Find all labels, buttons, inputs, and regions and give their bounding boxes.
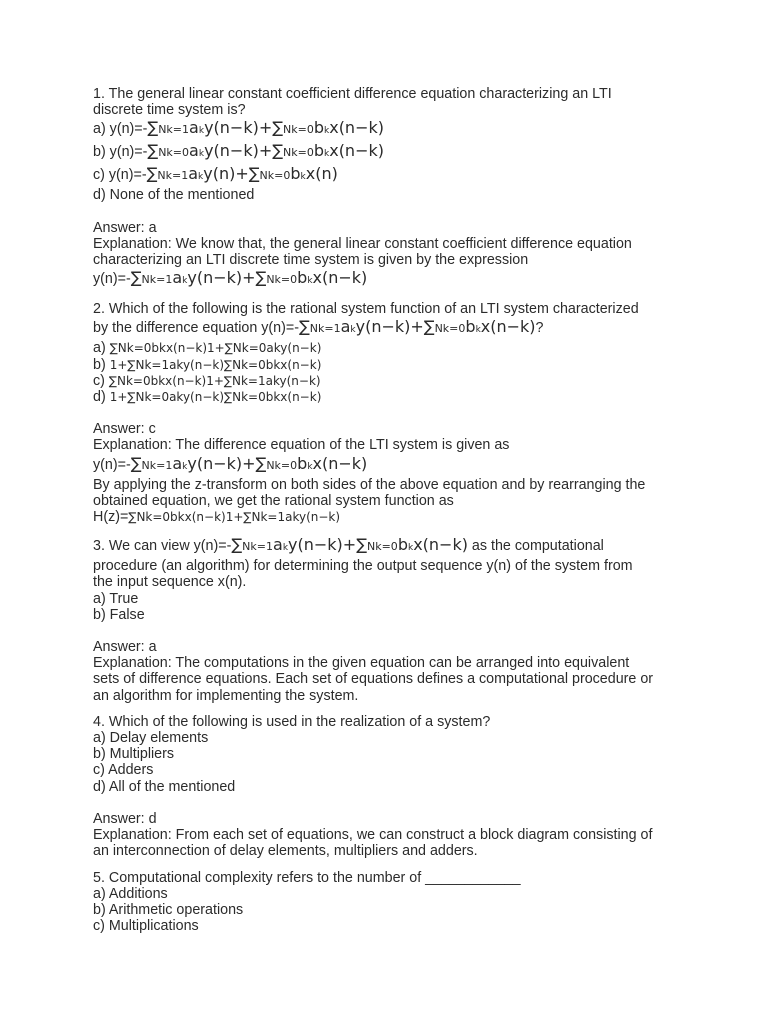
explanation-text: characterizing an LTI discrete time system is given by the expression [93,252,529,269]
option-b: b) y(n)=-∑Nk=0aky(n−k)+∑Nk=0bkx(n−k) [93,141,384,161]
question-1 [93,86,693,291]
option-a: a) Delay elements [93,730,209,747]
question-text: 5. Computational complexity refers to the number of ____________ [93,869,521,886]
option-c: c) Multiplications [93,918,199,935]
explanation-text: an algorithm for implementing the system. [93,687,359,704]
answer: Answer: a [93,219,157,236]
explanation-equation: y(n)=-∑Nk=1aky(n−k)+∑Nk=0bkx(n−k) [93,268,368,288]
explanation-text: Explanation: The computations in the given equation can be arranged into equivalent [93,655,630,672]
question-5 [93,870,693,935]
document-body [93,86,693,934]
option-c: c) ∑Nk=0bkx(n−k)1+∑Nk=1aky(n−k) [93,372,321,389]
option-d: d) All of the mentioned [93,778,236,795]
question-4 [93,714,693,860]
explanation-text: sets of difference equations. Each set of equations defines a computational procedure or [93,671,654,688]
question-text: procedure (an algorithm) for determining the output sequence y(n) of the system from [93,558,633,575]
question-text: 4. Which of the following is used in the realization of a system? [93,713,491,730]
option-b: b) False [93,606,145,623]
option-d: d) 1+∑Nk=0aky(n−k)∑Nk=0bkx(n−k) [93,389,322,406]
option-a: a) ∑Nk=0bkx(n−k)1+∑Nk=0aky(n−k) [93,340,322,357]
explanation-equation: H(z)=∑Nk=0bkx(n−k)1+∑Nk=1aky(n−k) [93,509,341,526]
explanation-text: an interconnection of delay elements, multipliers and adders. [93,843,478,860]
option-a: a) True [93,590,139,607]
question-text: 3. We can view y(n)=-∑Nk=1aky(n−k)+∑Nk=0bkx(n−k) as the computational [93,535,604,555]
option-d: d) None of the mentioned [93,187,255,204]
question-text: 1. The general linear constant coefficient difference equation characterizing an LTI [93,86,612,102]
option-c: c) Adders [93,762,154,779]
option-a: a) Additions [93,885,168,902]
option-b: b) Multipliers [93,746,175,763]
option-b: b) 1+∑Nk=1aky(n−k)∑Nk=0bkx(n−k) [93,356,322,373]
question-2 [93,301,693,525]
option-a: a) y(n)=-∑Nk=1aky(n−k)+∑Nk=0bkx(n−k) [93,118,384,138]
explanation-text: By applying the z-transform on both sides of the above equation and by rearranging the [93,476,646,493]
question-text: discrete time system is? [93,102,246,119]
question-text: 2. Which of the following is the rational system function of an LTI system characterized [93,301,639,318]
question-text: the input sequence x(n). [93,574,247,591]
question-3 [93,535,693,704]
explanation-text: Explanation: We know that, the general linear constant coefficient difference equation [93,235,632,252]
answer: Answer: d [93,810,157,827]
explanation-text: Explanation: From each set of equations, we can construct a block diagram consisting of [93,827,653,844]
answer: Answer: c [93,421,156,438]
question-text: by the difference equation y(n)=-∑Nk=1aky(n−k)+∑Nk=0bkx(n−k)? [93,317,544,337]
explanation-text: obtained equation, we get the rational system function as [93,492,454,509]
answer: Answer: a [93,639,157,656]
explanation-equation: y(n)=-∑Nk=1aky(n−k)+∑Nk=0bkx(n−k) [93,453,368,473]
explanation-text: Explanation: The difference equation of the LTI system is given as [93,437,510,454]
option-c: c) y(n)=-∑Nk=1aky(n)+∑Nk=0bkx(n) [93,164,338,184]
option-b: b) Arithmetic operations [93,901,244,918]
